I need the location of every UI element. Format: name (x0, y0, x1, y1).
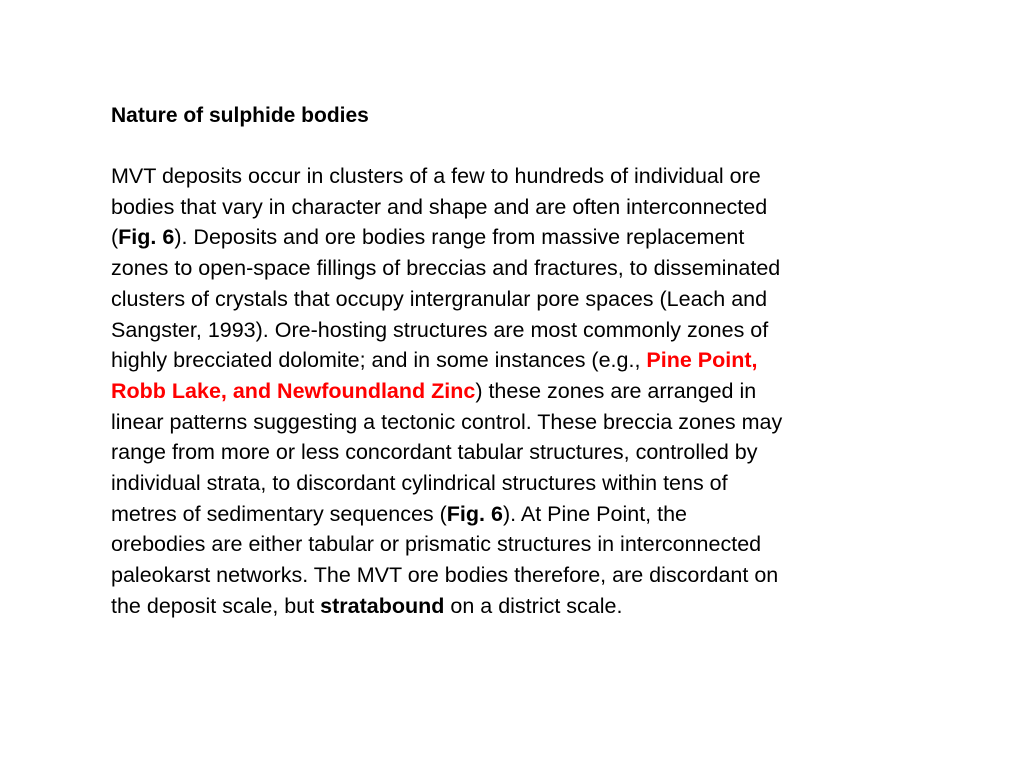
text-run: on a district scale. (444, 593, 623, 618)
text-line (111, 437, 782, 468)
text-line (111, 315, 782, 346)
text-run: the deposit scale, but (111, 593, 321, 618)
bold-term: stratabound (320, 593, 445, 618)
text-run: ). Deposits and ore bodies range from massive replacement (174, 225, 745, 250)
text-run: orebodies are either tabular or prismatic structures in interconnected (111, 532, 762, 557)
text-line (111, 468, 782, 499)
highlighted-deposit-names: Pine Point, (646, 348, 758, 373)
text-run: clusters of crystals that occupy intergranular pore spaces (Leach and (111, 286, 768, 311)
text-run: ) these zones are arranged in (475, 378, 757, 403)
highlighted-deposit-names: Robb Lake, and Newfoundland Zinc (111, 378, 476, 403)
text-line (111, 161, 782, 192)
text-line (111, 529, 782, 560)
text-line (111, 499, 782, 530)
text-line (111, 253, 782, 284)
text-run: zones to open-space fillings of breccias and fractures, to disseminated (111, 256, 781, 281)
text-run: ). At Pine Point, the (502, 501, 688, 526)
text-line (111, 560, 782, 591)
text-run: metres of sedimentary sequences ( (111, 501, 447, 526)
text-run: paleokarst networks. The MVT ore bodies therefore, are discordant on (111, 563, 779, 588)
text-run: ( (111, 225, 119, 250)
text-run: highly brecciated dolomite; and in some instances (e.g., (111, 348, 647, 373)
text-line (111, 222, 782, 253)
text-line (111, 591, 782, 622)
figure-reference: Fig. 6 (118, 225, 175, 250)
text-run: Sangster, 1993). Ore-hosting structures are most commonly zones of (111, 317, 769, 342)
text-line (111, 192, 782, 223)
figure-reference: Fig. 6 (446, 501, 503, 526)
text-run: range from more or less concordant tabular structures, controlled by (111, 440, 758, 465)
text-line (111, 376, 782, 407)
text-run: linear patterns suggesting a tectonic control. These breccia zones may (111, 409, 783, 434)
slide-heading: Nature of sulphide bodies (111, 104, 369, 127)
text-line (111, 284, 782, 315)
text-line (111, 345, 782, 376)
text-run: individual strata, to discordant cylindrical structures within tens of (111, 471, 728, 496)
text-run: MVT deposits occur in clusters of a few to hundreds of individual ore (111, 164, 761, 188)
text-run: bodies that vary in character and shape and are often interconnected (111, 194, 768, 219)
body-paragraph (111, 161, 782, 622)
text-line (111, 407, 782, 438)
